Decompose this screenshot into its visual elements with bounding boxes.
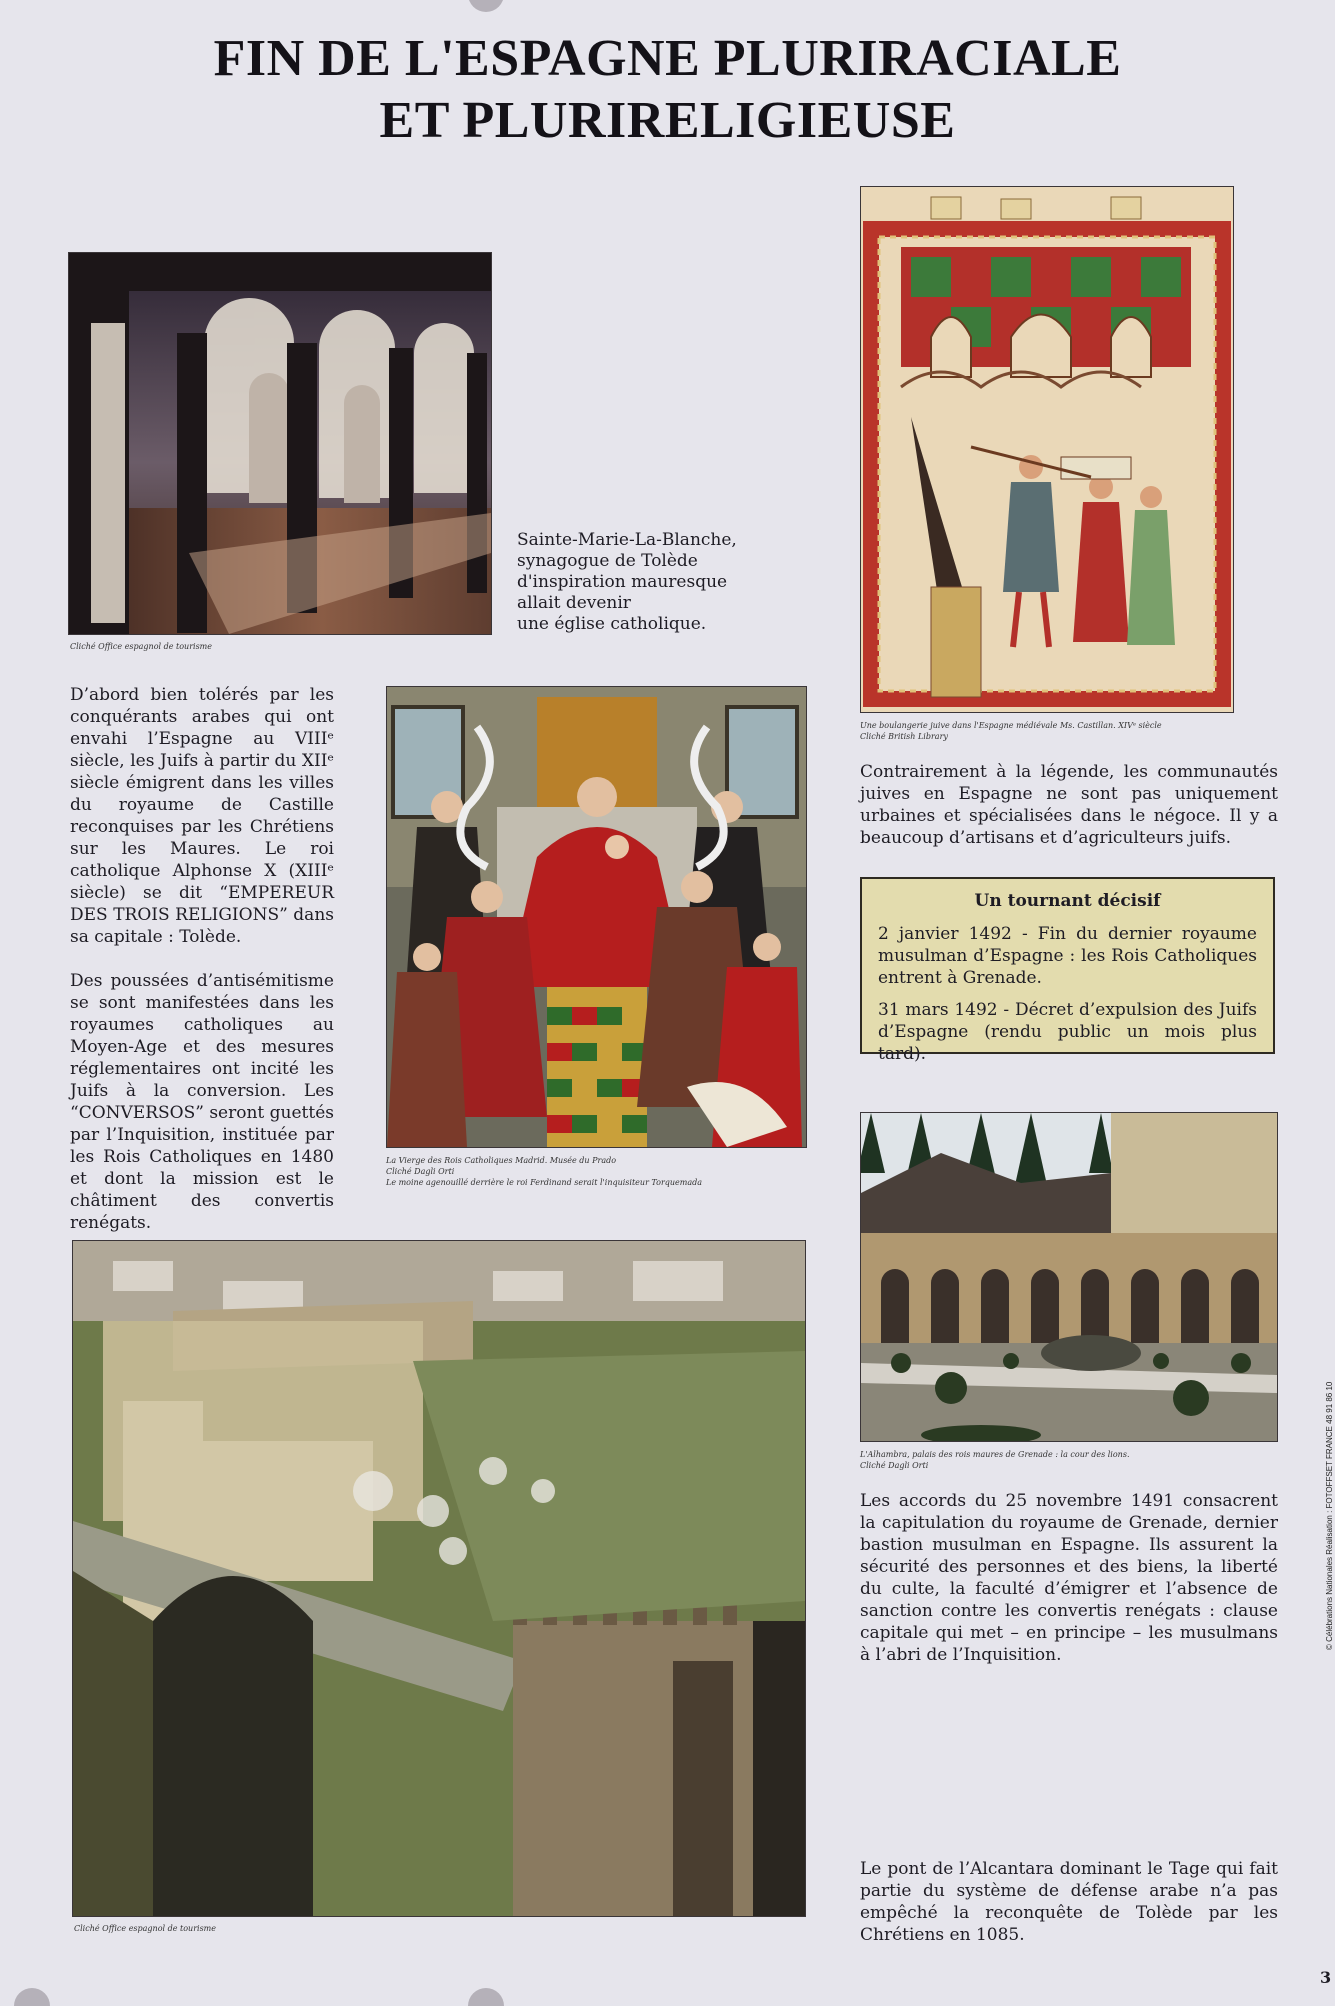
left-paragraph-1: D’abord bien tolérés par les conquérants arabes qui ont envahi l’Espagne au VIIIᵉ siècle, les Juifs à partir du XIIᵉ siècle émigrent dans les villes du royaume de Castille reconquises par les Chrétiens sur les Maures. Le roi catholique Alphonse X (XIIIᵉ siècle) se dit “EMPEREUR DES TROIS RELIGIONS” dans sa capitale : Tolède. bbox=[70, 685, 334, 947]
toledo-credit: Cliché Office espagnol de tourisme bbox=[74, 1924, 217, 1933]
right-paragraph-3: Le pont de l’Alcantara dominant le Tage qui fait partie du système de défense arabe n’a pas empêché la reconquête de Tolède par les Chrétiens en 1085. bbox=[860, 1859, 1278, 1945]
toledo-bridge-photo bbox=[72, 1240, 806, 1917]
punch-hole bbox=[468, 1988, 504, 2006]
palace-courtyard-photo-icon bbox=[861, 1113, 1277, 1441]
left-paragraph-2: Des poussées d’antisémitisme se sont manifestées dans les royaumes catholiques au Moyen-Age et des mesures réglementaires ont incité les Juifs à la conversion. Les “CONVERSOS” seront guettés par l’Inquisition, instituée par les Rois Catholiques en 1480 et dont la mission est le châtiment des convertis renégats. bbox=[70, 971, 334, 1233]
illuminated-manuscript-image-icon bbox=[861, 187, 1233, 712]
virgin-credit: La Vierge des Rois Catholiques Madrid. Musée du Prado Cliché Dagli Orti Le moine agenouillé derrière le roi Ferdinand serait l'inquisiteur Torquemada bbox=[386, 1156, 703, 1187]
manuscript-image bbox=[860, 186, 1234, 713]
arched-hall-photo-icon bbox=[69, 253, 491, 634]
religious-painting-image-icon bbox=[387, 687, 806, 1147]
callout-item-1: 2 janvier 1492 - Fin du dernier royaume musulman d’Espagne : les Rois Catholiques entrent à Grenade. bbox=[878, 924, 1257, 988]
punch-hole bbox=[14, 1988, 50, 2006]
fortified-bridge-photo-icon bbox=[73, 1241, 805, 1916]
synagogue-credit: Cliché Office espagnol de tourisme bbox=[70, 642, 213, 651]
left-text bbox=[70, 684, 334, 1256]
virgin-painting bbox=[386, 686, 807, 1148]
alhambra-photo bbox=[860, 1112, 1278, 1442]
punch-hole bbox=[468, 0, 504, 12]
callout-box bbox=[860, 877, 1275, 1064]
right-paragraph-1: Contrairement à la légende, les communautés juives en Espagne ne sont pas uniquement urbaines et spécialisées dans le négoce. Il y a beaucoup d’artisans et d’agriculteurs juifs. bbox=[860, 762, 1278, 848]
right-paragraph-2: Les accords du 25 novembre 1491 consacrent la capitulation du royaume de Grenade, dernier bastion musulman en Espagne. Ils assurent la sécurité des personnes et des biens, la liberté du culte, la faculté d’émigrer et l’absence de sanction contre les convertis renégats : clause capitale qui met – en principe – les musulmans à l’abri de l’Inquisition. bbox=[860, 1491, 1278, 1665]
page-title: FIN DE L'ESPAGNE PLURIRACIALE ET PLURIRELIGIEUSE bbox=[213, 30, 1122, 149]
synagogue-photo bbox=[68, 252, 492, 635]
side-imprint: © Célébrations Nationales Réalisation : FOTOFFSET FRANCE 48 91 86 10 bbox=[1325, 1381, 1334, 1650]
callout-item-2: 31 mars 1492 - Décret d’expulsion des Juifs d’Espagne (rendu public un mois plus tard). bbox=[878, 1000, 1257, 1064]
manuscript-credit: Une boulangerie juive dans l'Espagne médiévale Ms. Castillan. XIVᵉ siècle Cliché British Library bbox=[860, 721, 1162, 741]
alhambra-credit: L'Alhambra, palais des rois maures de Grenade : la cour des lions. Cliché Dagli Orti bbox=[860, 1450, 1130, 1470]
page-number: 3 bbox=[1320, 1968, 1332, 1987]
callout-heading: Un tournant décisif bbox=[974, 891, 1161, 911]
synagogue-caption: Sainte-Marie-La-Blanche, synagogue de Tolède d'inspiration mauresque allait devenir une église catholique. bbox=[517, 530, 737, 634]
